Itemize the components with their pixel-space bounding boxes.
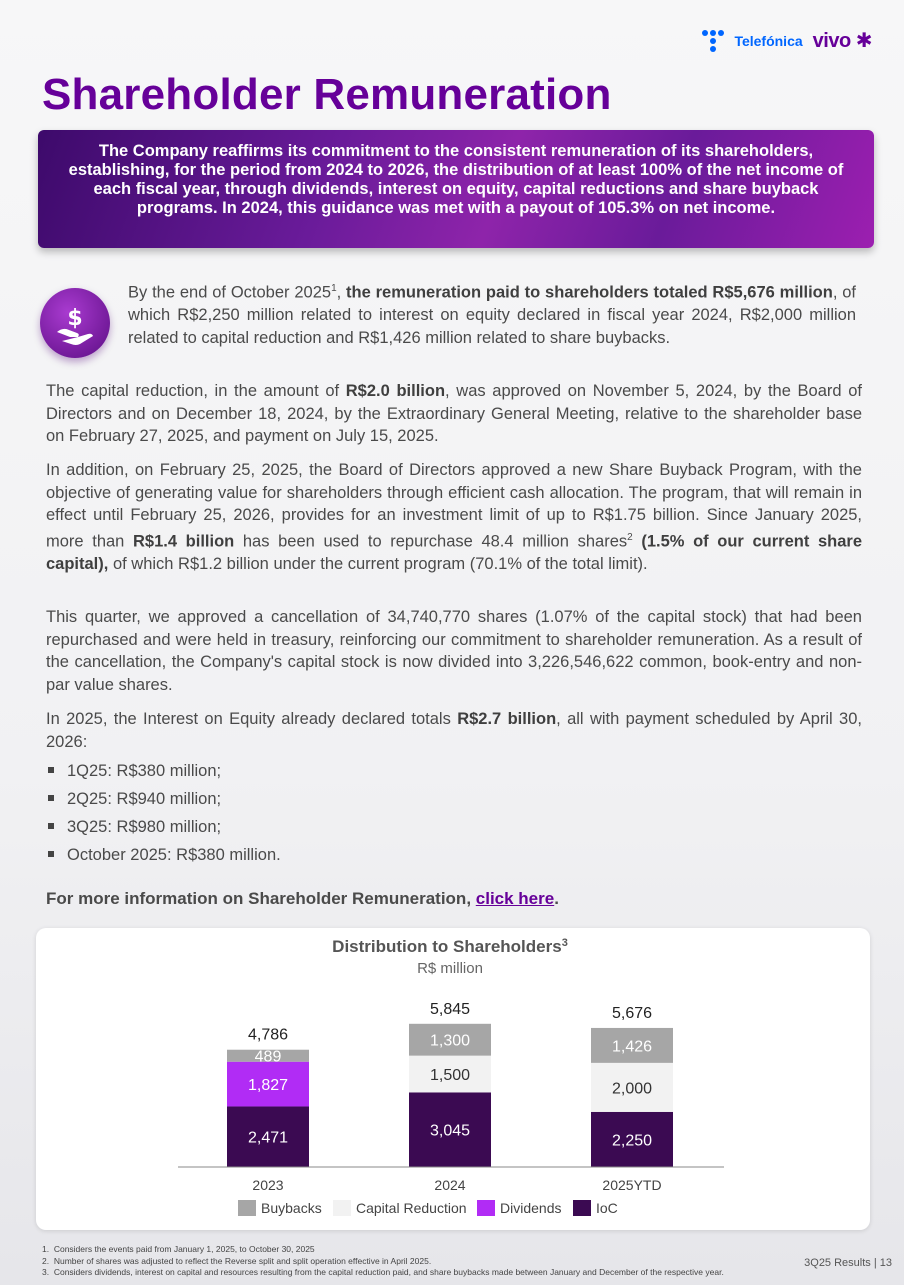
cancellation-paragraph: This quarter, we approved a cancellation of 34,740,770 shares (1.07% of the capital stock) that had been repurchased and were held in treasury, reinforcing our commitment to shareholder remuneration. As a result of the cancellation, the Company's capital stock is now divided into 3,226,546,622 common, book-entry and non-par value shares. xyxy=(46,608,862,694)
data-label: 2,250 xyxy=(611,1132,653,1150)
ioc-list xyxy=(46,760,281,872)
legend-swatch xyxy=(477,1200,495,1216)
data-label: 489 xyxy=(254,1048,282,1066)
footnotes xyxy=(42,1244,724,1279)
category-label: 2023 xyxy=(252,1177,284,1193)
list-item: 1Q25: R$380 million; xyxy=(46,760,281,788)
telefonica-brand: Telefónica xyxy=(734,32,803,49)
page-title: Shareholder Remuneration xyxy=(42,70,612,119)
distribution-chart-card xyxy=(36,928,870,1230)
capital-reduction-paragraph: The capital reduction, in the amount of R$2.0 billion, was approved on November 5, 2024, by the Board of Directors and on December 18, 2024, by the Extraordinary General Meeting, relative to the shareholder base on February 27, 2025, and payment on July 15, 2025. xyxy=(46,382,862,445)
legend-label: Capital Reduction xyxy=(356,1200,467,1216)
vivo-person-icon: ✱ xyxy=(850,30,872,52)
click-here-link[interactable]: click here xyxy=(475,889,555,908)
chart-subtitle: R$ million xyxy=(417,960,483,977)
legend-swatch xyxy=(573,1200,591,1216)
data-label: 1,827 xyxy=(247,1077,289,1095)
legend-label: Dividends xyxy=(500,1200,562,1216)
page-number: 3Q25 Results | 13 xyxy=(804,1257,892,1269)
data-label: 2,000 xyxy=(611,1080,653,1098)
legend-label: IoC xyxy=(596,1200,618,1216)
footnote: 1. Considers the events paid from January 1, 2025, to October 30, 2025 xyxy=(42,1244,315,1254)
category-label: 2025YTD xyxy=(602,1177,662,1193)
category-label: 2024 xyxy=(434,1177,466,1193)
vivo-brand: vivo ✱ xyxy=(812,30,872,52)
data-label: 2,471 xyxy=(247,1129,289,1147)
total-label: 4,786 xyxy=(247,1026,289,1044)
legend-swatch xyxy=(238,1200,256,1216)
svg-text:$: $ xyxy=(67,306,83,331)
list-item: 2Q25: R$940 million; xyxy=(46,788,281,816)
data-label: 1,300 xyxy=(429,1032,471,1050)
more-info: For more information on Shareholder Remuneration, click here. xyxy=(46,889,559,908)
list-item: October 2025: R$380 million. xyxy=(46,844,281,872)
brand-logos xyxy=(702,28,872,53)
total-label: 5,845 xyxy=(429,1000,471,1018)
legend-label: Buybacks xyxy=(261,1200,322,1216)
intro-text: By the end of October 2025$^1$, the remuneration paid to shareholders totaled R$5,676 million, of which R$2,250 million related to interest on equity declared in fiscal year 2024, R$2,000 million related to capital reduction and R$1,426 million related to share buybacks. xyxy=(128,283,857,347)
footnote: 3. Considers dividends, interest on capital and resources resulting from the capital reduction paid, and share buybacks made between January and December of the respective year. xyxy=(42,1267,724,1277)
ioc-paragraph: In 2025, the Interest on Equity already declared totals R$2.7 billion, all with payment scheduled by April 30, 2026: xyxy=(46,710,862,751)
list-item: 3Q25: R$980 million; xyxy=(46,816,281,844)
legend-swatch xyxy=(333,1200,351,1216)
data-label: 1,426 xyxy=(611,1038,653,1056)
distribution-chart xyxy=(36,928,870,1230)
data-label: 1,500 xyxy=(429,1067,471,1085)
total-label: 5,676 xyxy=(611,1004,653,1022)
telefonica-logo-icon xyxy=(702,30,724,52)
buyback-paragraph: In addition, on February 25, 2025, the Board of Directors approved a new Share Buyback Program, with the objective of generating value for shareholders through efficient cash allocation. The program, that will remain in effect until February 25, 2026, provides for an investment limit of up to R$1.75 billion. Since January 2025, more than R$1.4 billion has been used to repurchase 48.4 million shares$^2$ (1.5% of our current share capital), of which R$1.2 billion under the current program (70.1% of the total limit). xyxy=(46,461,862,573)
money-hand-icon xyxy=(40,288,110,358)
footnote: 2. Number of shares was adjusted to reflect the Reverse split and split operation effective in April 2025. xyxy=(42,1255,432,1266)
chart-title: Distribution to Shareholders$^3$ xyxy=(332,937,568,956)
guidance-banner: The Company reaffirms its commitment to the consistent remuneration of its shareholders, establishing, for the period from 2024 to 2026, the distribution of at least 100% of the net income of each fiscal year, through dividends, interest on equity, capital reductions and share buyback programs. In 2024, this guidance was met with a payout of 105.3% on net income. xyxy=(38,130,874,248)
data-label: 3,045 xyxy=(429,1122,471,1140)
